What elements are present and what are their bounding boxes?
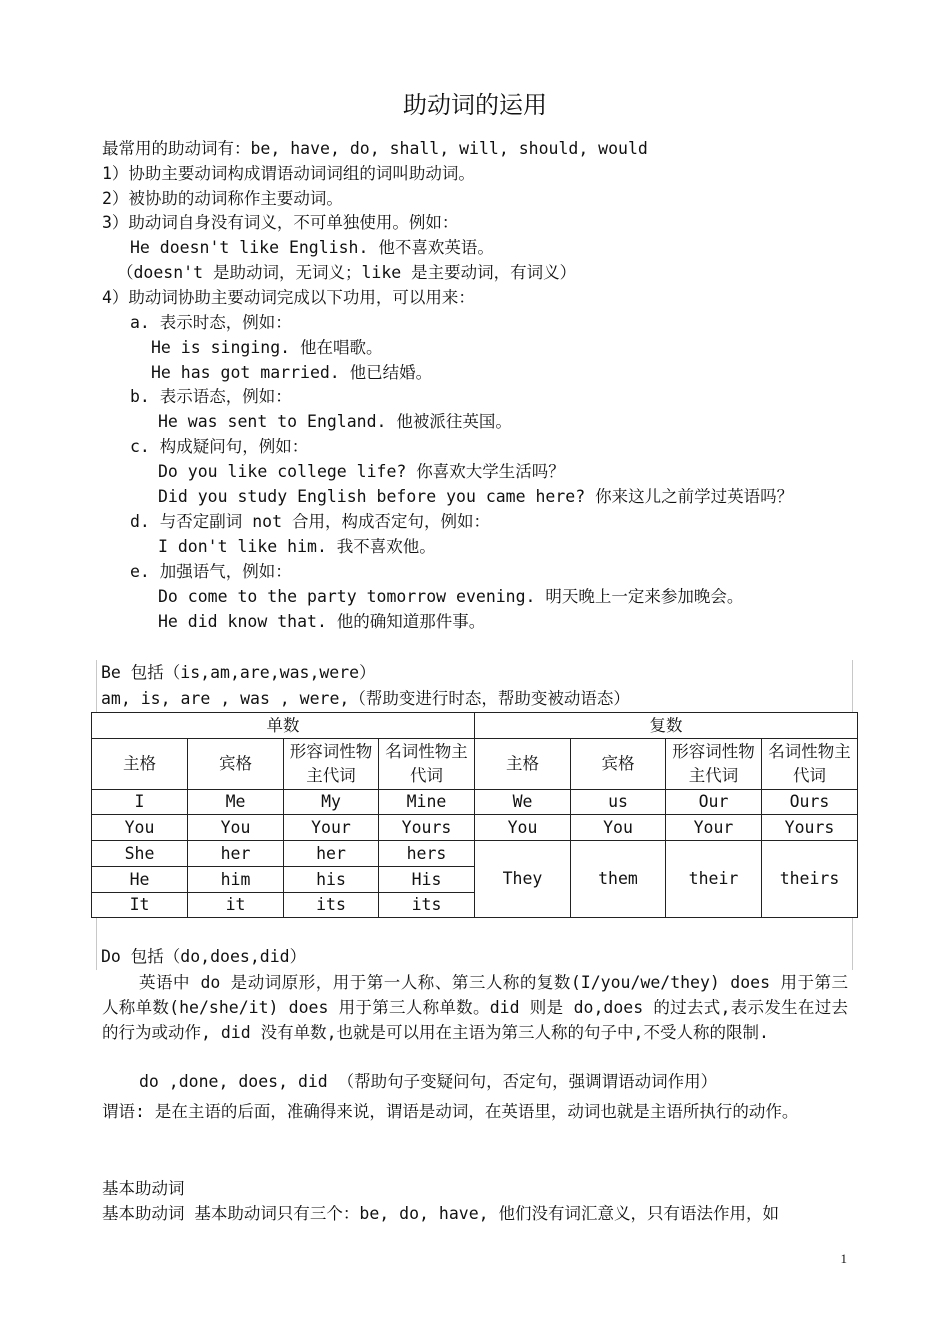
table-cell: Yours (379, 815, 475, 841)
table-cell: You (188, 815, 284, 841)
column-header: 主格 (92, 739, 188, 790)
be-forms: am, is, are , was , were,（帮助变进行时态，帮助变被动语态） (101, 689, 630, 708)
table-row (92, 790, 858, 815)
example-line: He is singing. 他在唱歌。 (151, 338, 383, 357)
pronoun-table (91, 712, 858, 918)
table-cell: Me (188, 790, 284, 815)
column-header: 形容词性物主代词 (284, 739, 379, 790)
be-heading: Be 包括（is,am,are,was,were） (101, 663, 376, 682)
page-number: 1 (840, 1251, 847, 1266)
table-cell: My (284, 790, 379, 815)
table-cell: You (475, 815, 571, 841)
subpoint-line: a. 表示时态，例如： (130, 313, 292, 332)
page-title: 助动词的运用 (403, 91, 547, 119)
predicate-paragraph: 谓语: 是在主语的后面，准确得来说，谓语是动词，在英语里，动词也就是主语所执行的动作。 (102, 1102, 799, 1121)
table-cell: its (284, 893, 379, 918)
table-cell: She (92, 841, 188, 867)
table-cell: I (92, 790, 188, 815)
table-cell: Mine (379, 790, 475, 815)
example-line: I don't like him. 我不喜欢他。 (158, 537, 436, 556)
subpoint-line: d. 与否定副词 not 合用，构成否定句，例如： (130, 512, 490, 531)
example-line: He has got married. 他已结婚。 (151, 363, 433, 382)
column-header: 名词性物主代词 (379, 739, 475, 790)
do-forms-line: do ,done, does, did （帮助句子变疑问句，否定句，强调谓语动词作用） (139, 1072, 718, 1091)
intro-line: 2）被协助的动词称作主要动词。 (102, 189, 343, 208)
intro-line: 3）助动词自身没有词义，不可单独使用。例如： (102, 213, 459, 232)
table-cell: it (188, 893, 284, 918)
table-cell: Ours (762, 790, 858, 815)
table-cell: Yours (762, 815, 858, 841)
intro-line: 1）协助主要动词构成谓语动词词组的词叫助动词。 (102, 164, 475, 183)
column-header: 主格 (475, 739, 571, 790)
do-heading: Do 包括（do,does,did） (101, 947, 307, 966)
basic-line: 基本助动词 基本助动词只有三个：be, do, have, 他们没有词汇意义，只有语法作用，如 (102, 1204, 780, 1223)
plural-header: 复数 (475, 713, 858, 739)
table-cell: hers (379, 841, 475, 867)
subpoint-line: e. 加强语气，例如： (130, 562, 292, 581)
table-row (92, 841, 858, 867)
table-cell-merged: They (475, 841, 571, 918)
table-cell: its (379, 893, 475, 918)
example-line: Do you like college life? 你喜欢大学生活吗？ (158, 462, 565, 481)
table-cell: him (188, 867, 284, 893)
column-header: 宾格 (571, 739, 666, 790)
subpoint-line: c. 构成疑问句，例如： (130, 437, 309, 456)
table-cell: You (571, 815, 666, 841)
table-cell: his (284, 867, 379, 893)
example-line: Did you study English before you came here? 你来这儿之前学过英语吗？ (158, 487, 794, 506)
example-line: He was sent to England. 他被派往英国。 (158, 412, 512, 431)
table-cell: You (92, 815, 188, 841)
column-header: 形容词性物主代词 (666, 739, 762, 790)
table-cell-merged: their (666, 841, 762, 918)
table-cell: us (571, 790, 666, 815)
note-line: （doesn't 是助动词，无词义；like 是主要动词，有词义） (117, 263, 577, 282)
column-header: 名词性物主代词 (762, 739, 858, 790)
subpoint-line: b. 表示语态，例如： (130, 387, 292, 406)
basic-heading: 基本助动词 (102, 1179, 185, 1198)
example-line: He doesn't like English. 他不喜欢英语。 (130, 238, 494, 257)
example-line: He did know that. 他的确知道那件事。 (158, 612, 486, 631)
table-cell: her (188, 841, 284, 867)
table-row (92, 815, 858, 841)
table-cell: Your (666, 815, 762, 841)
table-cell: Our (666, 790, 762, 815)
example-line: Do come to the party tomorrow evening. 明天晚上一定来参加晚会。 (158, 587, 744, 606)
intro-line: 4）助动词协助主要动词完成以下功用，可以用来： (102, 288, 475, 307)
table-cell: her (284, 841, 379, 867)
singular-header: 单数 (92, 713, 475, 739)
table-cell-merged: theirs (762, 841, 858, 918)
intro-line: 最常用的助动词有：be, have, do, shall, will, should, would (102, 139, 648, 158)
table-cell: His (379, 867, 475, 893)
table-cell-merged: them (571, 841, 666, 918)
do-paragraph: 英语中 do 是动词原形，用于第一人称、第三人称的复数(I/you/we/they) does 用于第三人称单数(he/she/it) does 用于第三人称单数。did 则是 do,does 的过去式,表示发生在过去的行为或动作, did 没有单数,也就是可以用在主语为第三人称的句子中,不受人称的限制. (102, 973, 848, 1042)
table-cell: He (92, 867, 188, 893)
table-cell: We (475, 790, 571, 815)
table-cell: Your (284, 815, 379, 841)
column-header: 宾格 (188, 739, 284, 790)
table-cell: It (92, 893, 188, 918)
